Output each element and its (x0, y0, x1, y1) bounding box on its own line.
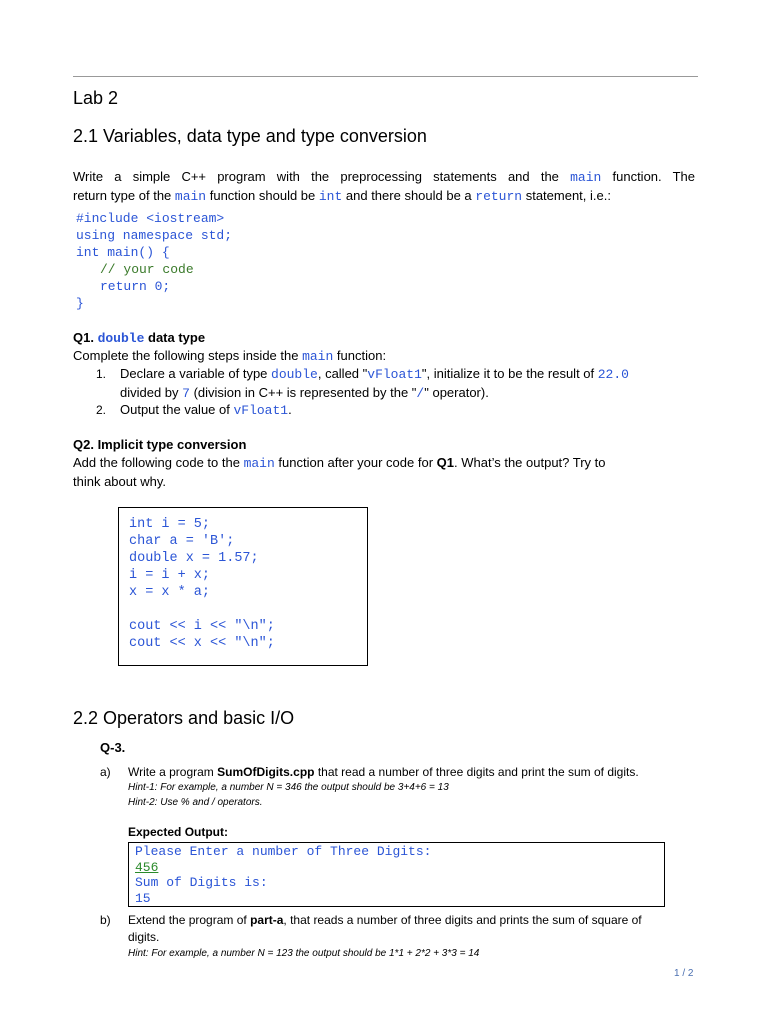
inline-code-22: 22.0 (597, 367, 629, 382)
code-line: return 0; (100, 279, 171, 294)
code-line: int main() { (76, 245, 170, 260)
part-a-text-part: Write a program (128, 765, 218, 779)
inline-code-main: main (243, 456, 275, 471)
q2-text-part: Add the following code to the (73, 455, 244, 470)
step-text: . (288, 402, 292, 417)
part-a-label: a) (100, 765, 111, 779)
part-b-text-part: Extend the program of (128, 913, 251, 927)
output-line: 15 (135, 890, 151, 906)
inline-code-double: double (271, 367, 318, 382)
user-input-line: 456 (135, 859, 159, 875)
q2-text-part: think about why. (73, 474, 166, 489)
code-line: #include <iostream> (76, 211, 225, 226)
inline-code-double: double (97, 331, 145, 346)
code-line: using namespace std; (76, 228, 233, 243)
step-text: ", initialize it to be the result of (421, 366, 598, 381)
header-rule (73, 76, 698, 77)
expected-output-box (128, 842, 665, 907)
inline-code-main: main (570, 170, 602, 185)
code-comment: // your code (100, 262, 194, 277)
hint-1: Hint-1: For example, a number N = 346 the output should be 3+4+6 = 13 (128, 782, 449, 793)
q1-intro-text: function: (333, 348, 387, 363)
intro-text: function. The (601, 169, 695, 184)
filename: SumOfDigits.cpp (217, 765, 315, 779)
inline-code-vfloat1: vFloat1 (367, 367, 422, 382)
intro-line-2 (73, 187, 695, 206)
inline-code-slash: / (416, 386, 425, 401)
step-text: , called " (317, 366, 368, 381)
intro-text: statement, i.e.: (522, 188, 611, 203)
part-a-text (128, 764, 639, 780)
part-b-text-part: digits. (128, 930, 160, 944)
inline-code-main: main (174, 189, 207, 204)
code-line: } (76, 296, 84, 311)
part-a-reference: part-a (250, 913, 284, 927)
q1-title-text: data type (144, 330, 206, 345)
intro-paragraph (73, 168, 695, 206)
step-text: (division in C++ is represented by the " (189, 385, 417, 400)
q3-label: Q-3. (100, 740, 126, 755)
expected-output-label: Expected Output: (128, 825, 229, 839)
q1-reference: Q1 (436, 455, 454, 470)
inline-code-vfloat1: vFloat1 (233, 403, 289, 418)
output-line: Sum of Digits is: (135, 875, 268, 890)
list-number: 1. (96, 367, 107, 381)
q2-heading: Q2. Implicit type conversion (73, 437, 247, 452)
intro-text: return type of the (73, 188, 175, 203)
step-text: " operator). (424, 385, 489, 400)
part-b-label: b) (100, 913, 111, 927)
inline-code-main: main (302, 349, 334, 364)
part-b-hint: Hint: For example, a number N = 123 the output should be 1*1 + 2*2 + 3*3 = 14 (128, 948, 480, 959)
inline-code-return: return (475, 189, 523, 204)
inline-code-7: 7 (182, 386, 190, 401)
list-number: 2. (96, 403, 107, 417)
section-2-1-title: 2.1 Variables, data type and type conversion (73, 126, 427, 146)
q2-code-box (118, 507, 368, 666)
intro-text: and there should be a (342, 188, 476, 203)
q1-intro (73, 347, 386, 366)
q2-text-part: . What’s the output? Try to (454, 455, 606, 470)
q2-text (73, 454, 698, 491)
lab-title: Lab 2 (73, 88, 119, 108)
q2-text-part: function after your code for (274, 455, 437, 470)
intro-text: function should be (206, 188, 319, 203)
q1-step-1 (120, 365, 700, 403)
page-number: 1 / 2 (674, 968, 694, 979)
inline-code-int: int (318, 189, 343, 204)
q1-intro-text: Complete the following steps inside the (73, 348, 303, 363)
intro-line-1 (73, 168, 695, 187)
q1-heading (73, 329, 205, 348)
q1-step-2 (120, 401, 292, 420)
part-a-text-part: that read a number of three digits and print the sum of digits. (314, 765, 639, 779)
part-b-text (128, 912, 698, 946)
section-2-2-title: 2.2 Operators and basic I/O (73, 708, 295, 728)
step-text: divided by (120, 385, 183, 400)
step-text: Output the value of (120, 402, 234, 417)
output-line: Please Enter a number of Three Digits: (135, 844, 432, 859)
q1-label: Q1. (73, 330, 98, 345)
part-b-text-part: , that reads a number of three digits and prints the sum of square of (283, 913, 642, 927)
hint-2: Hint-2: Use % and / operators. (128, 797, 263, 808)
intro-text: Write a simple C++ program with the preprocessing statements and the (73, 169, 571, 184)
skeleton-code-block (76, 210, 232, 312)
step-text: Declare a variable of type (120, 366, 272, 381)
q2-code: int i = 5; char a = 'B'; double x = 1.57; i = i + x; x = x * a; cout << i << "\n"; cout << x << "\n"; (129, 517, 275, 651)
